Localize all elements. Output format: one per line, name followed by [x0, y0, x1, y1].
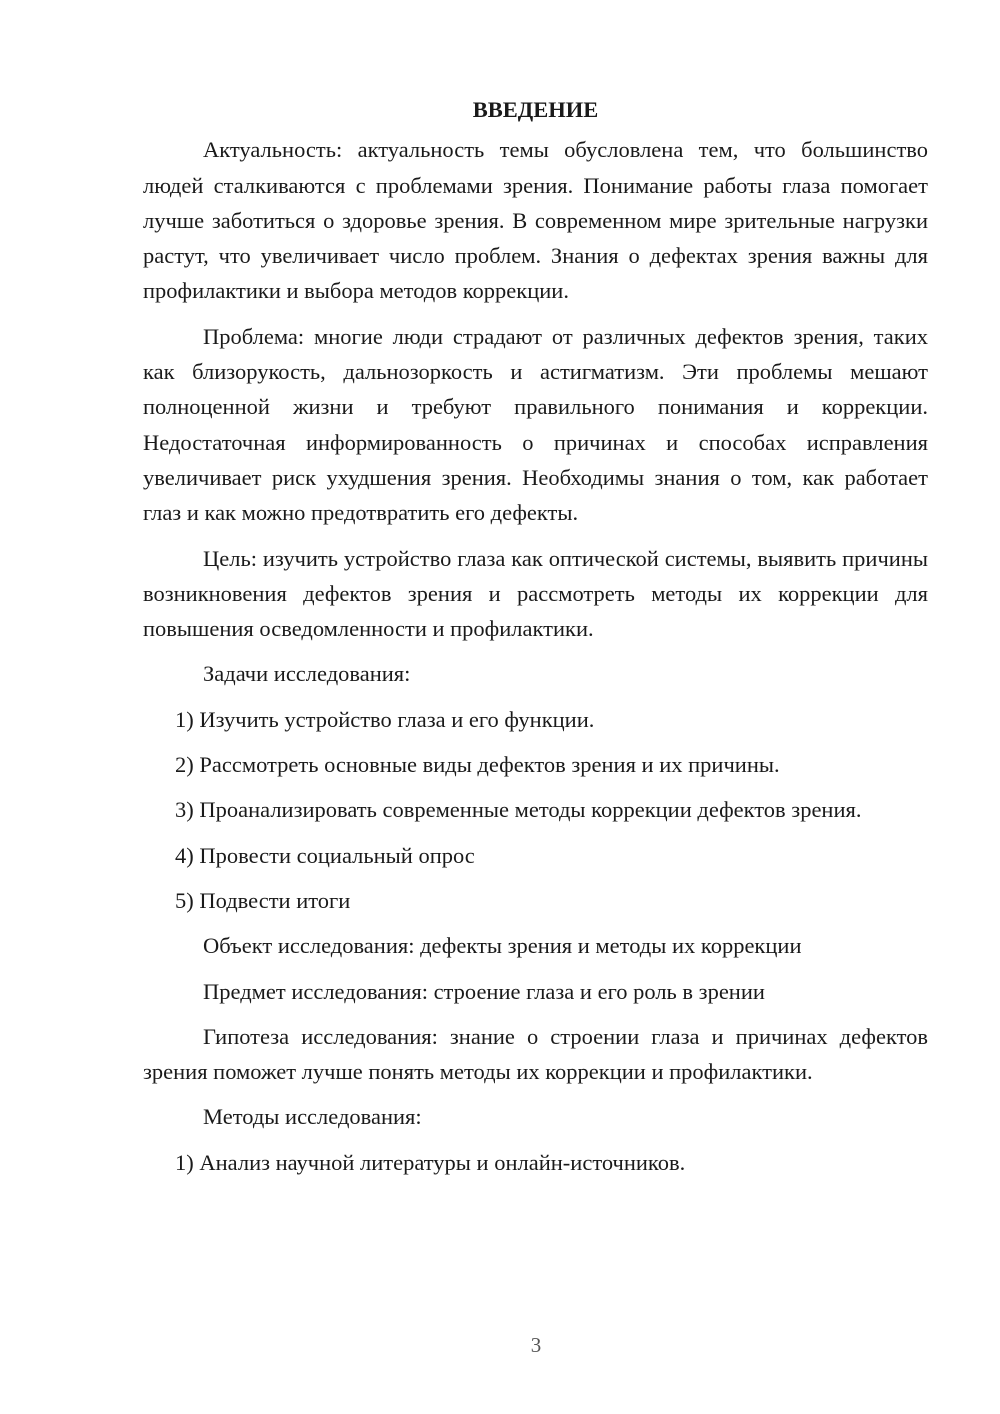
paragraph-problem: Проблема: многие люди страдают от различных дефектов зрения, таких как близорукость, дальнозоркость и астигматизм. Эти проблемы мешают полноценной жизни и требуют правильного понимания и коррекции. Недостаточная информированность о причинах и способах исправления увеличивает риск ухудшения зрения. Необходимы знания о том, как работает глаз и как можно предотвратить его дефекты. — [143, 323, 928, 526]
task-item-3: 3) Проанализировать современные методы коррекции дефектов зрения. — [175, 797, 862, 823]
paragraph-goal: Цель: изучить устройство глаза как оптической системы, выявить причины возникновения дефектов зрения и рассмотреть методы их коррекции для повышения осведомленности и профилактики. — [143, 545, 928, 642]
task-item-5: 5) Подвести итоги — [175, 887, 351, 913]
method-item-1: 1) Анализ научной литературы и онлайн-источников. — [175, 1149, 686, 1175]
page-body — [143, 92, 928, 1190]
page-number: 3 — [530, 1333, 542, 1357]
task-item-2: 2) Рассмотреть основные виды дефектов зрения и их причины. — [175, 752, 780, 778]
task-item-1: 1) Изучить устройство глаза и его функции. — [175, 706, 595, 732]
methods-heading: Методы исследования: — [203, 1104, 422, 1130]
task-item-4: 4) Провести социальный опрос — [175, 842, 475, 868]
tasks-heading: Задачи исследования: — [203, 661, 411, 687]
section-title: ВВЕДЕНИЕ — [472, 97, 599, 122]
paragraph-object: Объект исследования: дефекты зрения и методы их коррекции — [203, 933, 802, 959]
paragraph-hypothesis: Гипотеза исследования: знание о строении глаза и причинах дефектов зрения поможет лучше понять методы их коррекции и профилактики. — [143, 1023, 928, 1085]
paragraph-subject: Предмет исследования: строение глаза и его роль в зрении — [203, 978, 765, 1004]
paragraph-relevance: Актуальность: актуальность темы обусловлена тем, что большинство людей сталкиваются с проблемами зрения. Понимание работы глаза помогает лучше заботиться о здоровье зрения. В современном мире зрительные нагрузки растут, что увеличивает число проблем. Знания о дефектах зрения важны для профилактики и выбора методов коррекции. — [143, 137, 928, 304]
